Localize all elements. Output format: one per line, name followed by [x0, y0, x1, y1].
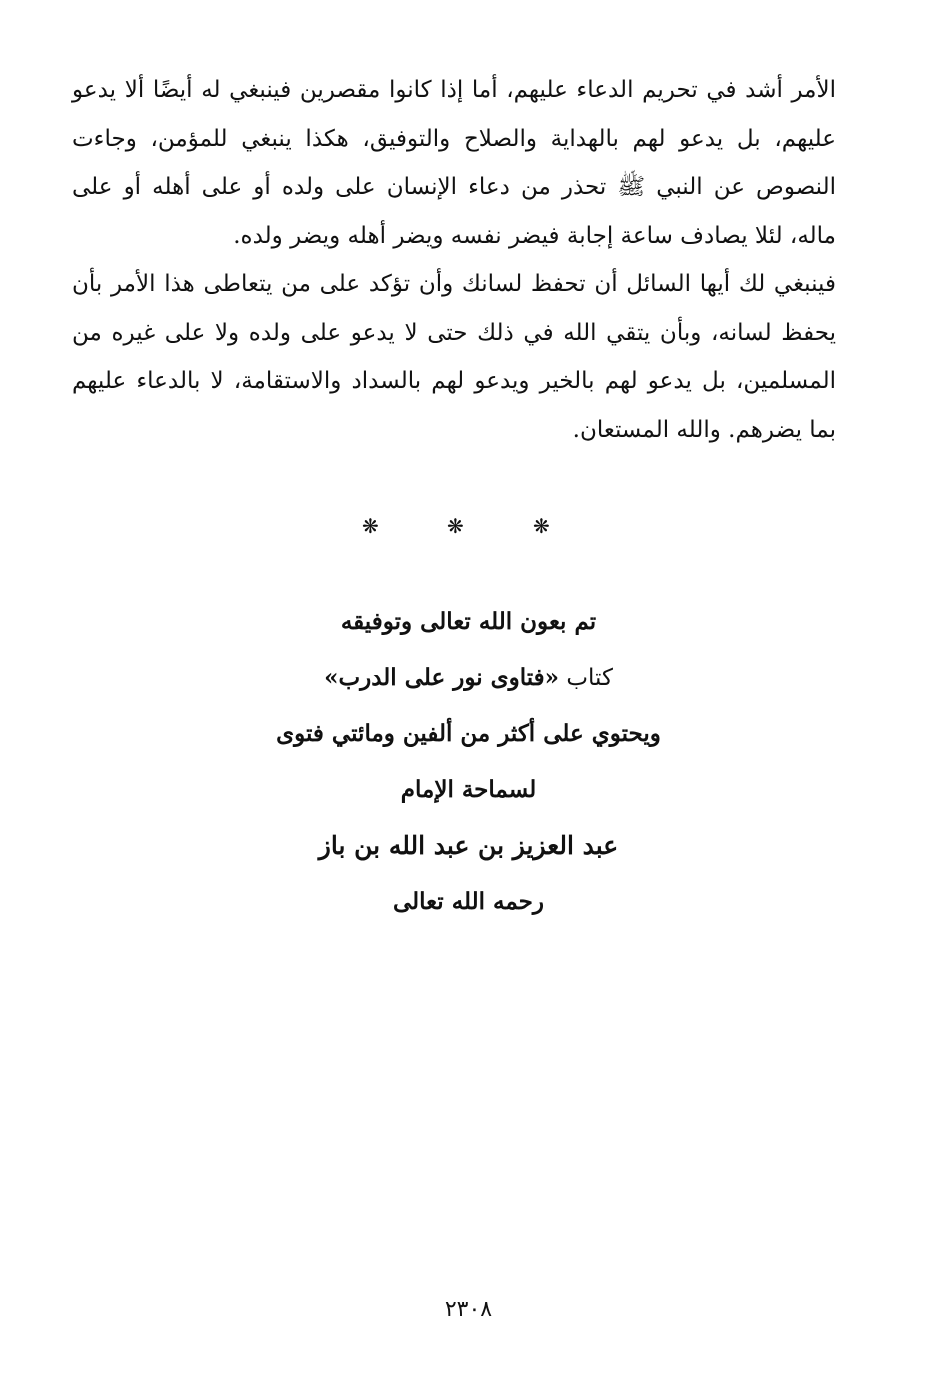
colophon	[0, 594, 937, 930]
colophon-book-line	[0, 650, 937, 706]
asterism-ornament-icon: ❋	[362, 514, 379, 538]
colophon-prayer-line: رحمه الله تعالى	[393, 888, 544, 915]
paragraph-1: الأمر أشد في تحريم الدعاء عليهم، أما إذا كانوا مقصرين فينبغي له أيضًا ألا يدعو عليهم، بل يدعو لهم بالهداية والصلاح والتوفيق، هكذا ينبغي للمؤمن، وجاءت النصوص عن النبي ﷺ تحذر من دعاء الإنسان على ولده أو على أهله أو على ماله، لئلا يصادف ساعة إجابة فيضر نفسه ويضر أهله ويضر ولده.	[72, 77, 836, 249]
colophon-contents-line: ويحتوي على أكثر من ألفين ومائتي فتوى	[276, 720, 661, 747]
asterism-ornament-icon: ❋	[447, 514, 464, 538]
book-title: «فتاوى نور على الدرب»	[324, 664, 560, 691]
body-text	[72, 66, 836, 454]
book-label: كتاب	[559, 665, 613, 691]
section-separator	[0, 508, 937, 544]
author-name: عبد العزيز بن عبد الله بن باز	[318, 831, 619, 860]
colophon-honorific-line: لسماحة الإمام	[400, 776, 537, 803]
colophon-completion-line: تم بعون الله تعالى وتوفيقه	[340, 608, 597, 635]
paragraph-2: فينبغي لك أيها السائل أن تحفظ لسانك وأن تؤكد على من يتعاطى هذا الأمر بأن يحفظ لسانه، وبأن يتقي الله في ذلك حتى لا يدعو على ولده ولا على غيره من المسلمين، بل يدعو لهم بالخير ويدعو لهم بالسداد والاستقامة، لا بالدعاء عليهم بما يضرهم. والله المستعان.	[72, 271, 836, 443]
asterism-ornament-icon: ❋	[533, 514, 550, 538]
page-number: ٢٣٠٨	[444, 1297, 493, 1322]
